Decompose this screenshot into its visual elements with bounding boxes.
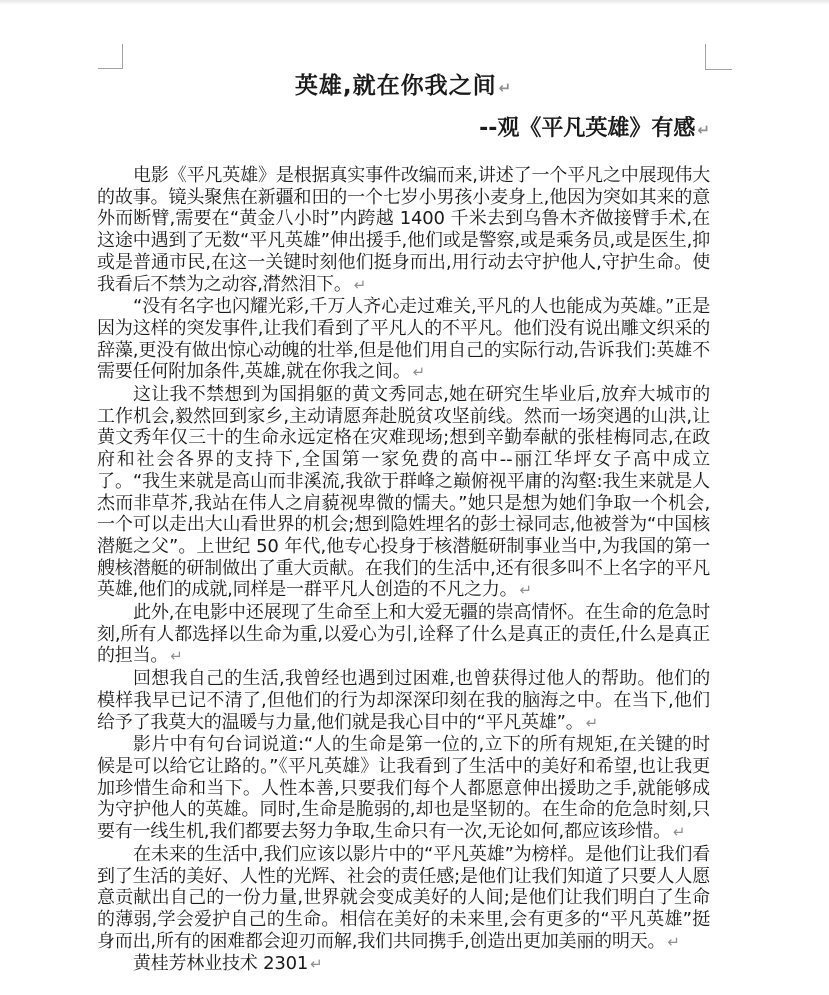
essay-body [97, 165, 710, 976]
paragraph-mark: ↵ [353, 275, 367, 294]
essay-subtitle-text: --观《平凡英雄》有感 [479, 116, 696, 141]
paragraph[interactable] [97, 602, 710, 668]
paragraph-text: 在未来的生活中,我们应该以影片中的“平凡英雄”为榜样。是他们让我们看到了生活的美好、人性的光辉、社会的责任感;是他们让我们知道了只要人人愿意贡献出自己的一份力量,世界就会变成美好的人间;是他们让我们明白了生命的薄弱,学会爱护自己的生命。相信在美好的未来里,会有更多的“平凡英雄”挺身而出,所有的困难都会迎刃而解,我们共同携手,创造出更加美丽的明天。 [97, 843, 710, 952]
paragraph-text: 此外,在电影中还展现了生命至上和大爱无疆的崇高情怀。在生命的危急时刻,所有人都选择以生命为重,以爱心为引,诠释了什么是真正的责任,什么是真正的担当。 [97, 602, 710, 667]
author-signature-text: 黄桂芳林业技术 2301 [133, 953, 309, 975]
paragraph-mark: ↵ [667, 932, 680, 951]
paragraph[interactable] [97, 384, 710, 602]
margin-corner-mark-top-right [705, 44, 732, 70]
paragraph[interactable] [97, 165, 710, 296]
paragraph-text: 这让我不禁想到为国捐躯的黄文秀同志,她在研究生毕业后,放弃大城市的工作机会,毅然回到家乡,主动请愿奔赴脱贫攻坚前线。然而一场突遇的山洪,让黄文秀年仅三十的生命永远定格在灾难现场;想到辛勤奉献的张桂梅同志,在政府和社会各界的支持下,全国第一家免费的高中--丽江华坪女子高中成立了。“我生来就是高山而非溪流,我欲于群峰之巅俯视平庸的沟壑:我生来就是人杰而非草芥,我站在伟人之肩藐视卑微的懦夫。”她只是想为她们争取一个机会,一个可以走出大山看世界的机会;想到隐姓埋名的彭士禄同志,他被誉为“中国核潜艇之父”。上世纪 50 年代,他专心投身于核潜艇研制事业当中,为我国的第一艘核潜艇的研制做出了重大贡献。在我们的生活中,还有很多叫不上名字的平凡英雄,他们的成就,同样是一群平凡人创造的不凡之力。 [97, 384, 710, 601]
essay-title[interactable] [97, 72, 710, 102]
paragraph-mark: ↵ [170, 647, 183, 666]
paragraph-mark: ↵ [310, 955, 323, 974]
essay-title-text: 英雄,就在你我之间 [294, 73, 497, 99]
document-text-area[interactable] [97, 70, 710, 976]
window-top-shadow [0, 0, 829, 5]
paragraph-text: 回想我自己的生活,我曾经也遇到过困难,也曾获得过他人的帮助。他们的模样我早已记不清了,但他们的行为却深深印刻在我的脑海之中。在当下,他们给予了我莫大的温暖与力量,他们就是我心目中的“平凡英雄”。 [97, 668, 710, 733]
author-signature[interactable] [97, 953, 710, 976]
paragraph-mark: ↵ [672, 823, 686, 842]
margin-corner-mark-top-left [98, 44, 123, 69]
paragraph[interactable] [97, 668, 710, 734]
paragraph-mark: ↵ [585, 713, 598, 732]
paragraph-mark: ↵ [519, 581, 532, 600]
paragraph-text: 电影《平凡英雄》是根据真实事件改编而来,讲述了一个平凡之中展现伟大的故事。镜头聚焦在新疆和田的一个七岁小男孩小麦身上,他因为突如其来的意外而断臂,需要在“黄金八小时”内跨越 1400 千米去到乌鲁木齐做接臂手术,在这途中遇到了无数“平凡英雄”伸出援手,他们或是警察,或是乘务员,或是医生,抑或是普通市民,在这一关键时刻他们挺身而出,用行动去守护他人,守护生命。使我看后不禁为之动容,潸然泪下。 [97, 165, 710, 295]
paragraph-text: 影片中有句台词说道:“人的生命是第一位的,立下的所有规矩,在关键的时候是可以给它让路的。”《平凡英雄》让我看到了生活中的美好和希望,也让我更加珍惜生命和当下。人性本善,只要我们每个人都愿意伸出援助之手,就能够成为守护他人的英雄。同时,生命是脆弱的,却也是坚韧的。在生命的危急时刻,只要有一线生机,我们都要去努力争取,生命只有一次,无论如何,都应该珍惜。 [97, 734, 710, 843]
essay-subtitle[interactable] [97, 115, 710, 144]
paragraph[interactable] [97, 734, 710, 844]
paragraph[interactable] [97, 296, 710, 384]
paragraph-text: “没有名字也闪耀光彩,千万人齐心走过难关,平凡的人也能成为英雄。”正是因为这样的突发事件,让我们看到了平凡人的不平凡。他们没有说出雕文织采的辞藻,更没有做出惊心动魄的壮举,但是他们用自己的实际行动,告诉我们:英雄不需要任何附加条件,英雄,就在你我之间。 [97, 296, 710, 383]
paragraph-mark: ↵ [412, 363, 426, 382]
paragraph-mark: ↵ [697, 121, 710, 139]
paragraph[interactable] [97, 844, 710, 954]
paragraph-mark: ↵ [498, 79, 513, 97]
